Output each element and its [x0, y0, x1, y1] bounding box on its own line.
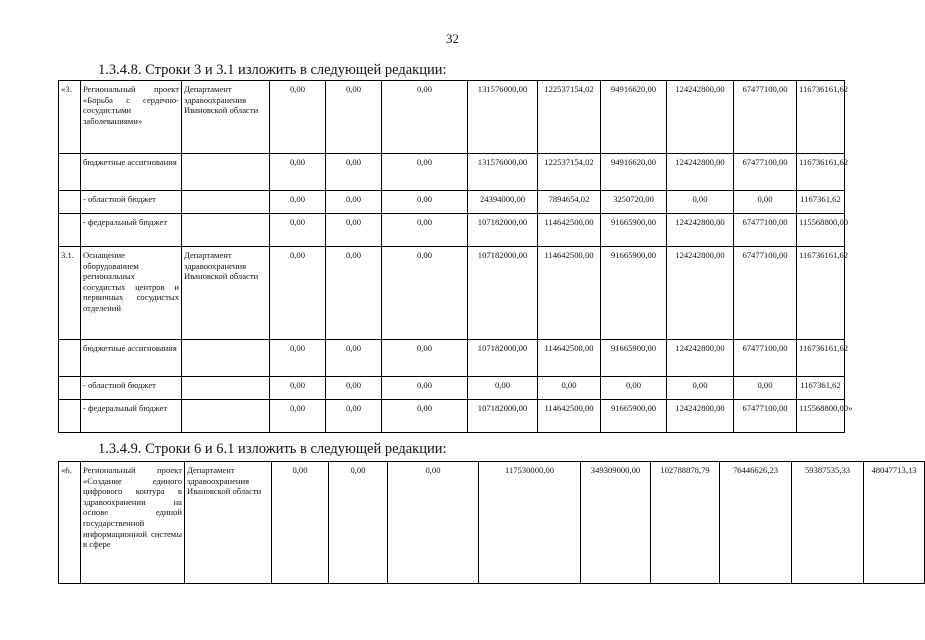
- value-cell: 0,00: [270, 191, 326, 214]
- value-cell: 349309000,00: [581, 462, 651, 584]
- value-cell: 67477100,00: [734, 214, 797, 247]
- item-name-cell: - областной бюджет: [81, 191, 182, 214]
- item-name-cell: - областной бюджет: [81, 377, 182, 400]
- table-row: [59, 247, 845, 340]
- table-row: [59, 154, 845, 191]
- table-row: [59, 340, 845, 377]
- value-cell: 114642500,00: [538, 247, 601, 340]
- value-cell: 91665900,00: [601, 247, 667, 340]
- value-cell: 0,00: [326, 214, 382, 247]
- value-cell: 0,00: [667, 377, 734, 400]
- value-cell: 0,00: [329, 462, 388, 584]
- value-cell: 0,00: [734, 377, 797, 400]
- row-number-cell: «6.: [59, 462, 81, 584]
- row-number-cell: [59, 400, 81, 433]
- value-cell: 7894654,02: [538, 191, 601, 214]
- value-cell: 48047713,13: [864, 462, 925, 584]
- value-cell: 124242800,00: [667, 81, 734, 154]
- table-row: [59, 400, 845, 433]
- value-cell: 0,00: [270, 214, 326, 247]
- section-heading-1349: 1.3.4.9. Строки 6 и 6.1 изложить в следующей редакции:: [98, 441, 447, 457]
- value-cell: 0,00: [382, 191, 468, 214]
- section-heading-1348: 1.3.4.8. Строки 3 и 3.1 изложить в следующей редакции:: [98, 62, 447, 78]
- value-cell: 124242800,00: [667, 214, 734, 247]
- value-cell: 124242800,00: [667, 340, 734, 377]
- item-name-cell: Региональный проект «Создание единого цифрового контура в здравоохранении на основе единой государственной информационной системы в сфере: [81, 462, 185, 584]
- value-cell: 0,00: [270, 377, 326, 400]
- department-cell: Департамент здравоохранения Ивановской области: [185, 462, 272, 584]
- page-number: 32: [446, 31, 459, 46]
- value-cell: 122537154,02: [538, 81, 601, 154]
- row-number-cell: «3.: [59, 81, 81, 154]
- value-cell: 131576000,00: [468, 81, 538, 154]
- department-cell: Департамент здравоохранения Ивановской области: [182, 247, 270, 340]
- value-cell: 107182000,00: [468, 247, 538, 340]
- value-cell: 0,00: [382, 377, 468, 400]
- value-cell: 67477100,00: [734, 340, 797, 377]
- table-row: [59, 81, 845, 154]
- value-cell: 0,00: [538, 377, 601, 400]
- row-number-cell: [59, 214, 81, 247]
- value-cell: 0,00: [382, 247, 468, 340]
- value-cell: 102788878,79: [651, 462, 720, 584]
- value-cell: 0,00: [382, 214, 468, 247]
- value-cell: 3250720,00: [601, 191, 667, 214]
- value-cell: 91665900,00: [601, 214, 667, 247]
- item-name-cell: Региональный проект «Борьба с сердечно-сосудистыми заболеваниями»: [81, 81, 182, 154]
- value-cell: 107182000,00: [468, 400, 538, 433]
- value-cell: 0,00: [382, 81, 468, 154]
- item-name-cell: Оснащение оборудованием региональных сосудистых центров и первичных сосудистых отделений: [81, 247, 182, 340]
- row-number-cell: [59, 377, 81, 400]
- value-cell: 0,00: [270, 400, 326, 433]
- value-cell: 0,00: [326, 247, 382, 340]
- value-cell: 0,00: [326, 81, 382, 154]
- value-cell: 91665900,00: [601, 340, 667, 377]
- value-cell: 124242800,00: [667, 400, 734, 433]
- department-cell: Департамент здравоохранения Ивановской области: [182, 81, 270, 154]
- value-cell: 0,00: [468, 377, 538, 400]
- value-cell: 0,00: [326, 377, 382, 400]
- value-cell: 0,00: [270, 154, 326, 191]
- value-cell: 0,00: [326, 154, 382, 191]
- value-cell: 0,00: [270, 247, 326, 340]
- value-cell: 67477100,00: [734, 400, 797, 433]
- value-cell: 0,00: [272, 462, 329, 584]
- value-cell: 114642500,00: [538, 400, 601, 433]
- budget-table-rows-6: [58, 461, 925, 584]
- department-cell: [182, 340, 270, 377]
- department-cell: [182, 154, 270, 191]
- item-name-cell: - федеральный бюджет: [81, 214, 182, 247]
- table-row: [59, 214, 845, 247]
- value-cell: 115568800,00: [797, 214, 845, 247]
- row-number-cell: [59, 191, 81, 214]
- table-row: [59, 377, 845, 400]
- department-cell: [182, 400, 270, 433]
- budget-table-rows-3: [58, 80, 853, 433]
- value-cell: 124242800,00: [667, 247, 734, 340]
- value-cell: 67477100,00: [734, 81, 797, 154]
- value-cell: 116736161,62: [797, 81, 845, 154]
- value-cell: 131576000,00: [468, 154, 538, 191]
- value-cell: 0,00: [734, 191, 797, 214]
- value-cell: 116736161,62: [797, 247, 845, 340]
- value-cell: 94916620,00: [601, 154, 667, 191]
- item-name-cell: бюджетные ассигнования: [81, 154, 182, 191]
- value-cell: 0,00: [326, 191, 382, 214]
- item-name-cell: бюджетные ассигнования: [81, 340, 182, 377]
- value-cell: 0,00: [382, 400, 468, 433]
- value-cell: 0,00: [382, 154, 468, 191]
- value-cell: 122537154,02: [538, 154, 601, 191]
- value-cell: 0,00: [382, 340, 468, 377]
- value-cell: 0,00: [601, 377, 667, 400]
- value-cell: 124242800,00: [667, 154, 734, 191]
- value-cell: 0,00: [326, 400, 382, 433]
- value-cell: 114642500,00: [538, 340, 601, 377]
- value-cell: 59387535,33: [792, 462, 864, 584]
- value-cell: 24394000,00: [468, 191, 538, 214]
- value-cell: 0,00: [270, 81, 326, 154]
- row-number-cell: [59, 154, 81, 191]
- department-cell: [182, 377, 270, 400]
- value-cell: 107182000,00: [468, 340, 538, 377]
- table-row: [59, 191, 845, 214]
- value-cell: 114642500,00: [538, 214, 601, 247]
- value-cell: 0,00: [388, 462, 479, 584]
- value-cell: 91665900,00: [601, 400, 667, 433]
- value-cell: 1167361,62: [797, 191, 845, 214]
- value-cell: 0,00: [326, 340, 382, 377]
- value-cell: 115568800,00»: [797, 400, 845, 433]
- item-name-cell: - федеральный бюджет: [81, 400, 182, 433]
- value-cell: 116736161,62: [797, 154, 845, 191]
- value-cell: 94916620,00: [601, 81, 667, 154]
- value-cell: 107182000,00: [468, 214, 538, 247]
- department-cell: [182, 214, 270, 247]
- value-cell: 116736161,62: [797, 340, 845, 377]
- value-cell: 117530000,00: [479, 462, 581, 584]
- value-cell: 67477100,00: [734, 247, 797, 340]
- value-cell: 0,00: [667, 191, 734, 214]
- row-number-cell: 3.1.: [59, 247, 81, 340]
- row-number-cell: [59, 340, 81, 377]
- value-cell: 0,00: [270, 340, 326, 377]
- table-row: [59, 462, 925, 584]
- value-cell: 76446626,23: [720, 462, 792, 584]
- value-cell: 1167361,62: [797, 377, 845, 400]
- value-cell: 67477100,00: [734, 154, 797, 191]
- department-cell: [182, 191, 270, 214]
